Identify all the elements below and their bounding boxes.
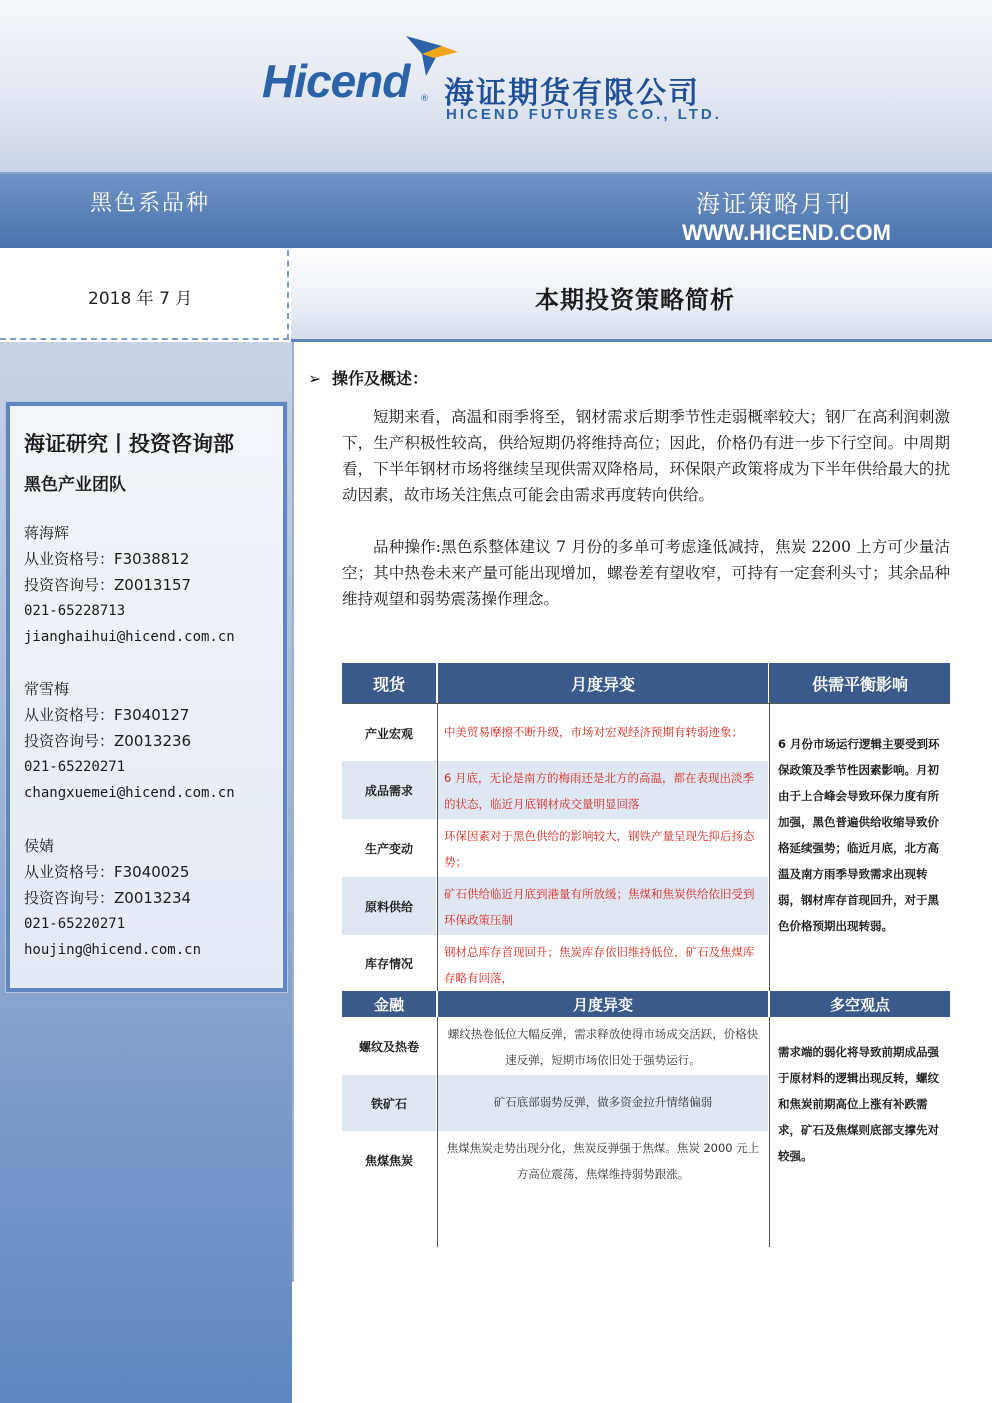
overview-paragraph: 短期来看，高温和雨季将至，钢材需求后期季节性走弱概率较大；钢厂在高利润刺激下，生产积极性较高，供给短期仍将维持高位；因此，价格仍有进一步下行空间。中周期看，下半年钢材市场将继续呈现供需双降格局，环保限产政策将成为下半年供给最大的扰动因素，故市场关注焦点可能会由需求再度转向供给。 [342,408,950,504]
table-row-text: 环保因素对于黑色供给的影响较大，钢铁产量呈现先抑后扬态势； [444,829,755,869]
content-divider [292,342,294,1282]
analyst-name: 常雪梅 [24,680,70,698]
logo-wordmark: Hicend [262,55,410,107]
consulting-number: 投资咨询号：Z0013234 [24,889,192,907]
table-header-spot: 现货 [342,663,436,703]
strategy-title: 本期投资策略简析 [535,286,735,314]
strategy-title-band [291,250,992,342]
long-short-view: 需求端的弱化将导致前期成品强于原材料的逻辑出现反转，螺纹和焦炭前期高位上涨有补跌需求，矿石及焦煤则底部支撑先对较强。 [778,1045,939,1163]
table-row-label: 铁矿石 [342,1075,436,1131]
section-title: 操作及概述： [332,369,429,388]
logo-registered-mark: ® [420,94,429,104]
table-row-label: 产业宏观 [364,726,413,741]
table-header-monthly-change: 月度异变 [438,663,768,703]
table-divider [342,703,950,704]
department-name: 海证研究丨投资咨询部 [24,432,234,456]
table-row-label: 库存情况 [364,956,413,971]
email-address[interactable]: jianghaihui@hicend.com.cn [24,629,235,645]
website-link[interactable]: WWW.HICEND.COM [682,220,891,245]
analyst-entry [24,833,286,963]
sidebar [0,342,292,1403]
analyst-entry [24,676,286,806]
publication-name: 海证策略月刊 [696,190,852,218]
table-row-label: 生产变动 [364,841,413,856]
table-row-label: 成品需求 [342,761,436,819]
email-address[interactable]: changxuemei@hicend.com.cn [24,785,235,801]
title-band [0,172,992,248]
table-divider [437,1017,438,1247]
table-row-text: 中美贸易摩擦不断升级，市场对宏观经济预期有转弱迹象； [444,725,743,739]
table-row-label: 原料供给 [342,877,436,935]
team-name: 黑色产业团队 [24,475,126,495]
table-divider [769,663,770,991]
phone-number: 021-65220271 [24,916,126,932]
logo-chinese-name: 海证期货有限公司 [444,76,700,111]
phone-number: 021-65228713 [24,603,126,619]
logo-english-name: HICEND FUTURES CO., LTD. [446,106,722,123]
table-header-supply-demand: 供需平衡影响 [770,663,950,703]
product-category: 黑色系品种 [90,191,211,216]
issue-date: 2018 年 7 月 [88,289,193,309]
table-row-text: 钢材总库存首现回升；焦炭库存依旧维持低位，矿石及焦煤库存略有回落， [444,945,755,985]
company-logo [262,32,732,132]
section-heading [308,366,428,389]
table-row-text: 6 月底，无论是南方的梅雨还是北方的高温，都在表现出淡季的状态，临近月底钢材成交量明显回落 [438,761,768,819]
consulting-number: 投资咨询号：Z0013236 [24,732,192,750]
table-row-text: 螺纹热卷低位大幅反弹，需求释放使得市场成交活跃，价格快速反弹，短期市场依旧处于强势运行。 [447,1027,759,1067]
email-address[interactable]: houjing@hicend.com.cn [24,942,202,958]
table-row-label: 螺纹及热卷 [358,1039,419,1054]
analyst-contact-card [6,402,287,992]
operation-paragraph: 品种操作:黑色系整体建议 7 月份的多单可考虑逢低减持，焦炭 2200 上方可少量沽空；其中热卷未来产量可能出现增加，螺卷差有望收窄，可持有一定套利头寸；其余品种维持观望和弱势震荡操作理念。 [342,538,950,608]
analyst-name: 蒋海辉 [24,524,70,542]
table-row-text: 矿石供给临近月底到港量有所放缓；焦煤和焦炭供给依旧受到环保政策压制 [438,877,768,935]
table-row-label: 焦煤焦炭 [364,1153,413,1168]
table-header-finance: 金融 [342,991,436,1017]
supply-demand-impact: 6 月份市场运行逻辑主要受到环保政策及季节性因素影响。月初由于上合峰会导致环保力度有所加强，黑色普遍供给收缩导致价格延续强势；临近月底，北方高温及南方雨季导致需求出现转弱，钢材库存首现回升，对于黑色价格预期出现转弱。 [778,737,940,933]
qualification-number: 从业资格号：F3040127 [24,706,190,724]
arrow-bullet-icon: ➢ [308,369,322,388]
qualification-number: 从业资格号：F3038812 [24,550,190,568]
analyst-name: 侯婧 [24,837,55,855]
issue-date-box [0,250,289,340]
consulting-number: 投资咨询号：Z0013157 [24,576,192,594]
table-row-text: 矿石底部弱势反弹，做多资金拉升情绪偏弱 [438,1075,768,1131]
table-divider [769,1017,770,1247]
qualification-number: 从业资格号：F3040025 [24,863,190,881]
header-band [0,0,992,172]
table-row-text: 焦煤焦炭走势出现分化，焦炭反弹强于焦煤。焦炭 2000 元上方高位震荡，焦煤维持弱势跟涨。 [446,1141,760,1181]
table-divider [437,703,438,991]
table-header-monthly-change: 月度异变 [438,991,768,1017]
phone-number: 021-65220271 [24,759,126,775]
table-header-long-short-view: 多空观点 [770,991,950,1017]
analyst-entry [24,520,286,650]
